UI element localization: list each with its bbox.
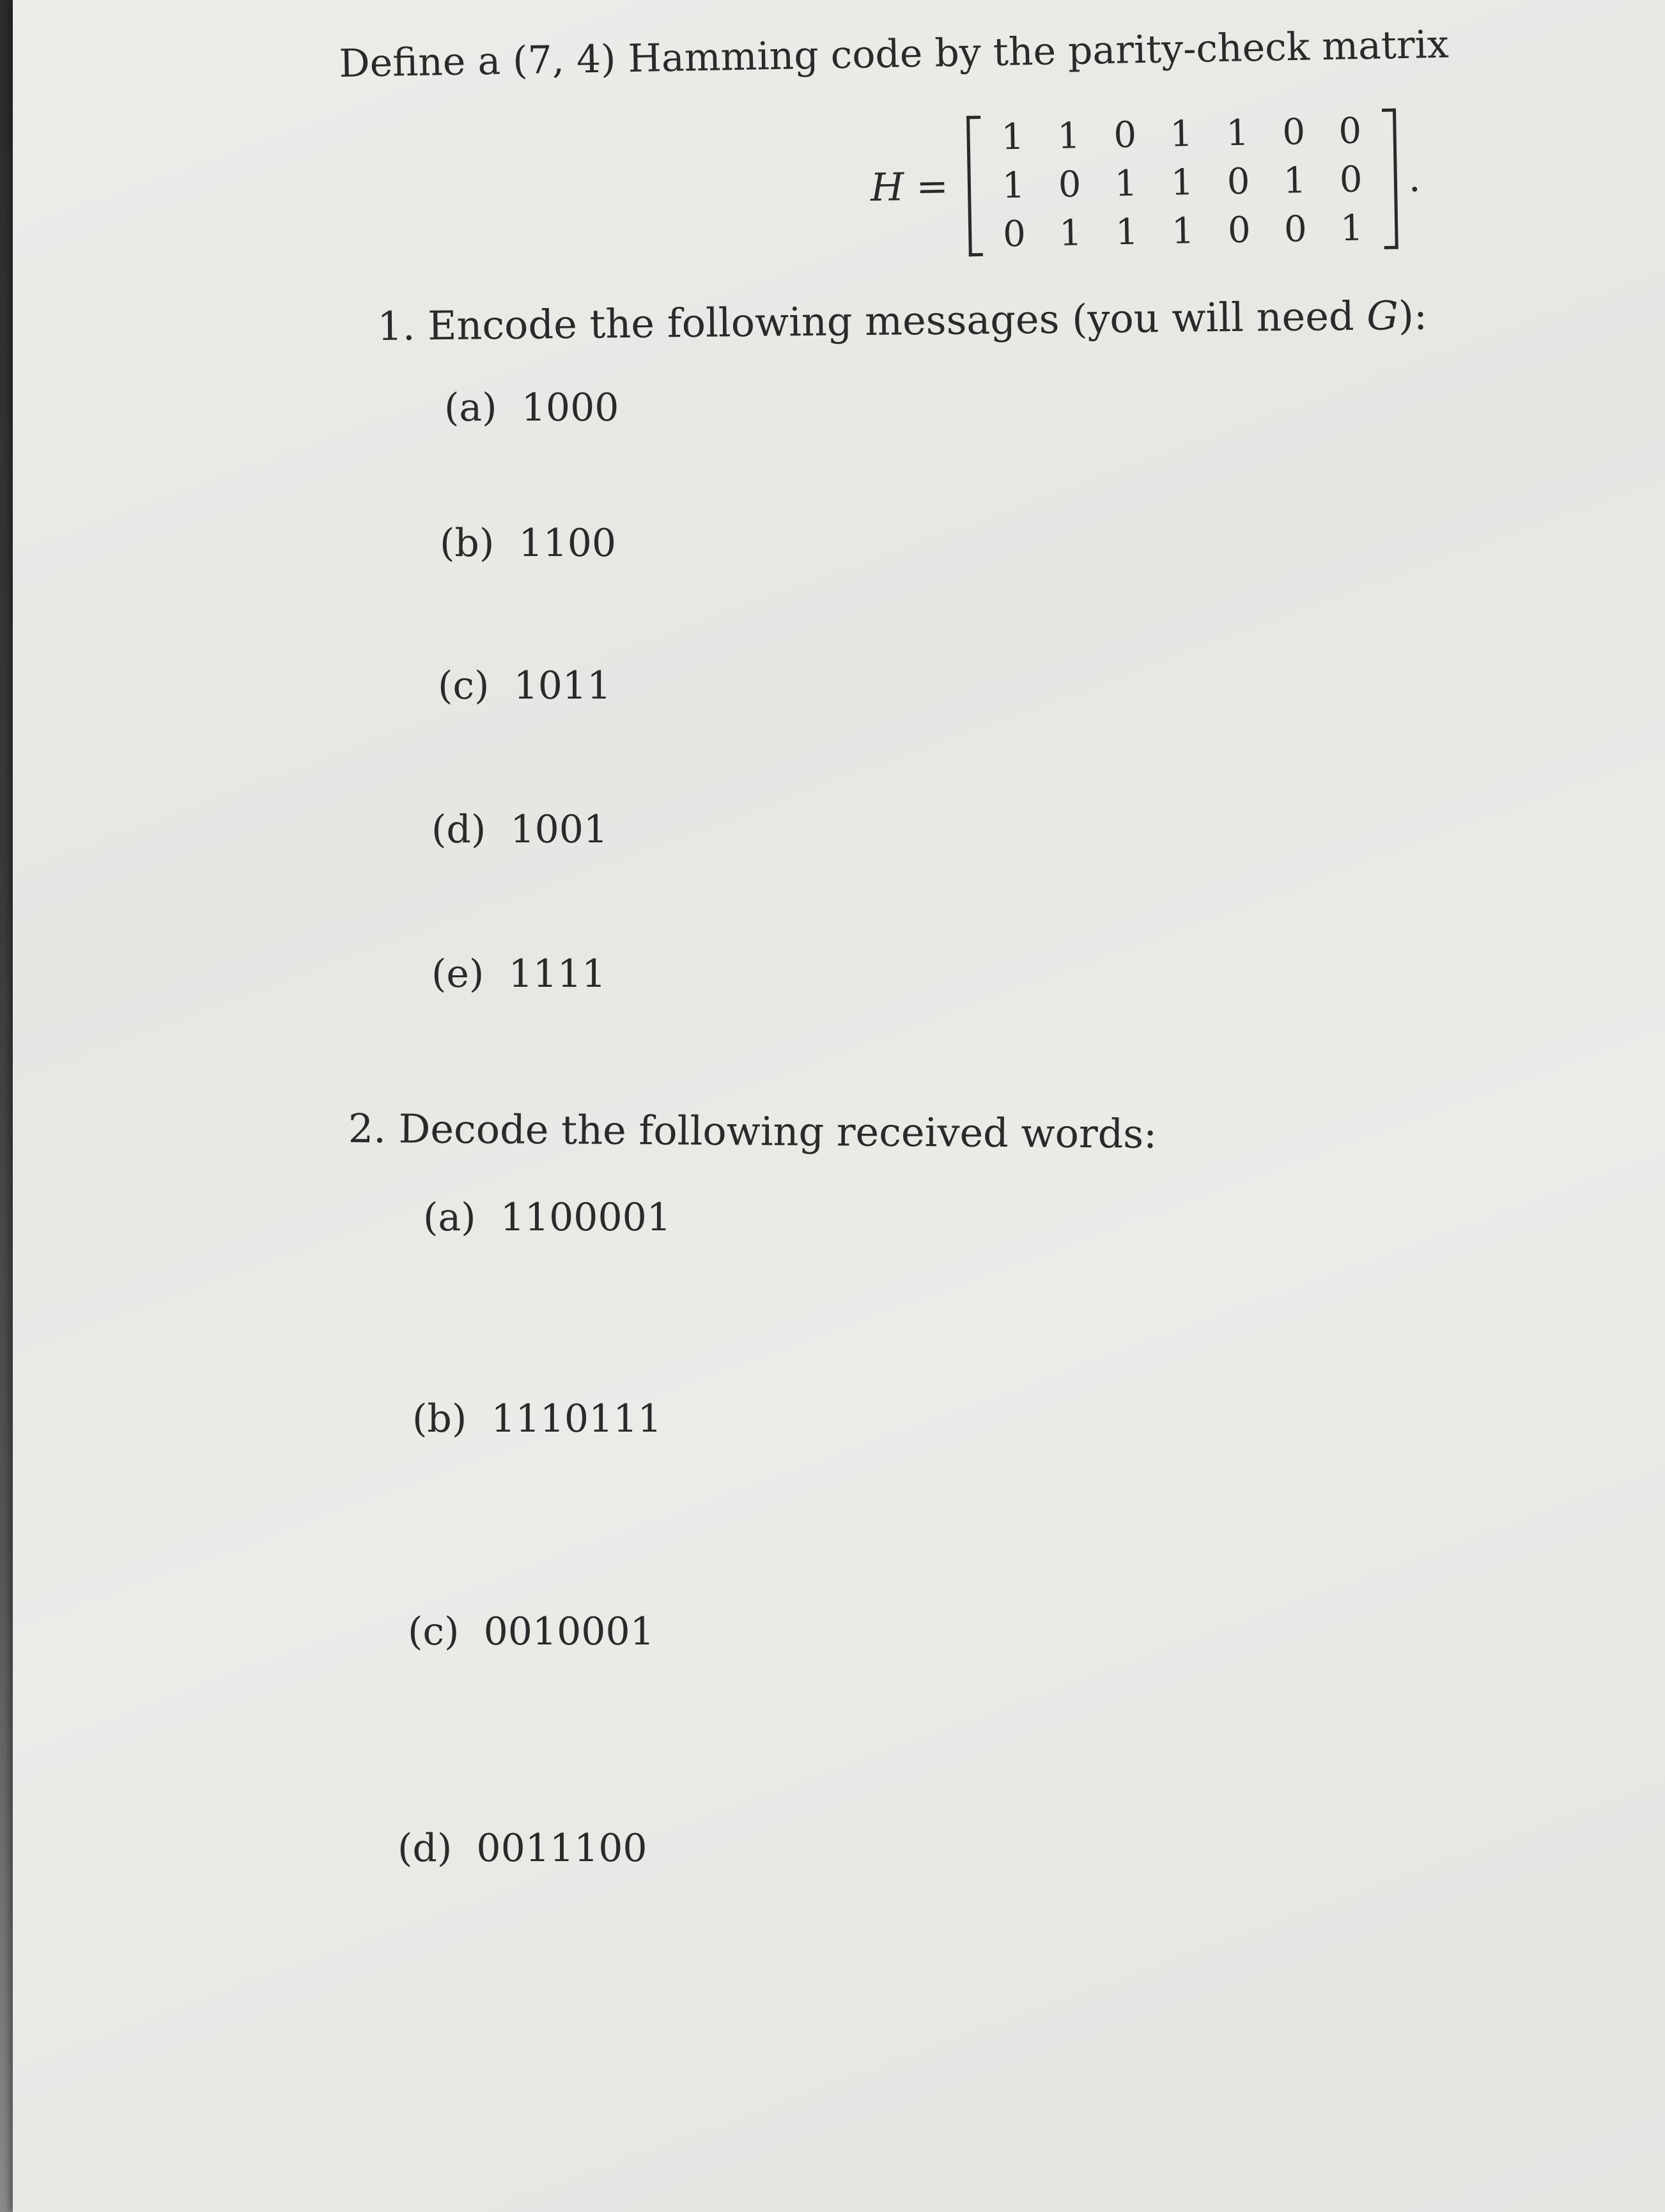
matrix-cell: 0: [1338, 110, 1362, 152]
matrix-cell: 0: [1339, 159, 1363, 201]
matrix-grid: [980, 106, 1384, 259]
parity-check-matrix: [869, 105, 1422, 261]
q1-item-a: (a) 1000: [444, 385, 619, 430]
matrix-cell: 0: [1227, 160, 1250, 203]
matrix-cell: 1: [1225, 112, 1250, 154]
question-1-heading: 1. Encode the following messages (you will need G):: [376, 291, 1428, 350]
matrix-cell: 0: [1282, 111, 1306, 153]
matrix-cell: 1: [1340, 207, 1364, 249]
matrix-cell: 0: [1283, 208, 1308, 251]
intro-text: Define a (7, 4) Hamming code by the parity-check matrix: [338, 22, 1450, 86]
matrix-cell: 1: [1002, 164, 1026, 206]
matrix-cell: 1: [1000, 116, 1025, 158]
q1-item-c: (c) 1011: [438, 663, 612, 708]
matrix-cell: 0: [1002, 213, 1026, 255]
matrix-cell: 1: [1058, 212, 1083, 254]
matrix-right-bracket: [1382, 109, 1398, 249]
matrix-cell: 1: [1283, 159, 1306, 202]
matrix-cell: 1: [1115, 211, 1139, 253]
q2-item-b: (b) 1110111: [412, 1396, 662, 1441]
matrix-period: .: [1407, 155, 1421, 201]
q2-item-c: (c) 0010001: [408, 1609, 654, 1654]
matrix-cell: 1: [1169, 112, 1193, 155]
matrix-cell: 1: [1114, 162, 1138, 205]
q2-item-a: (a) 1100001: [423, 1195, 671, 1240]
matrix-cell: 1: [1170, 161, 1194, 204]
matrix-cell: 0: [1113, 114, 1137, 156]
q1-item-d: (d) 1001: [431, 807, 608, 852]
q1-item-e: (e) 1111: [431, 952, 607, 996]
matrix-cell: 1: [1057, 114, 1081, 157]
matrix-cell: 1: [1171, 210, 1195, 252]
question-2-heading: 2. Decode the following received words:: [348, 1105, 1158, 1157]
matrix-cell: 0: [1058, 163, 1082, 206]
q2-item-d: (d) 0011100: [398, 1826, 647, 1871]
matrix-label: H =: [870, 164, 949, 210]
matrix-cell: 0: [1227, 209, 1251, 251]
q1-item-b: (b) 1100: [440, 521, 617, 566]
